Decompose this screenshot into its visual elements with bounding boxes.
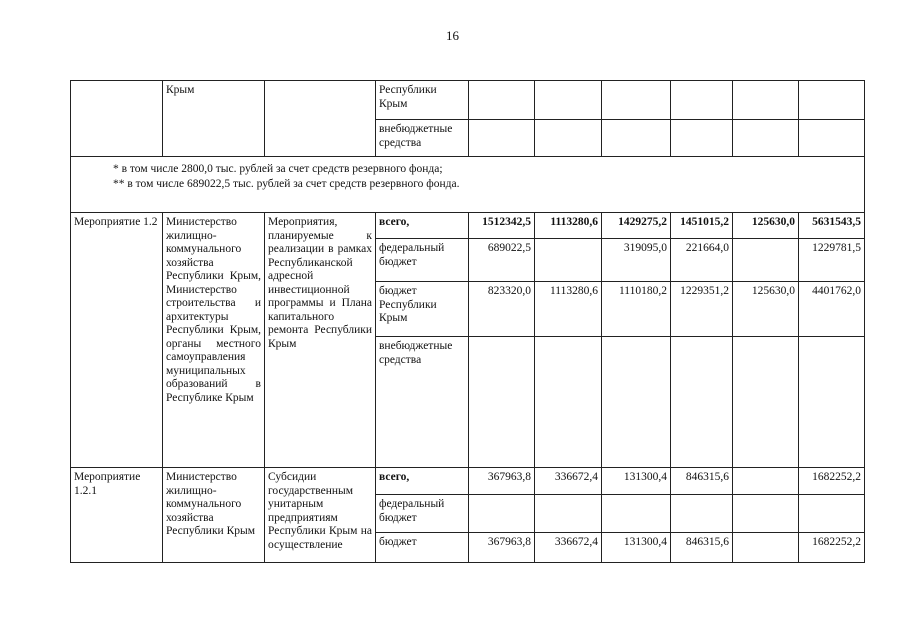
value-cell: 1429275,2 (602, 213, 671, 239)
funding-table (70, 80, 865, 563)
value-cell: 689022,5 (469, 239, 535, 282)
value-cell (799, 81, 865, 120)
table-row (71, 468, 865, 495)
source-cell: федеральный бюджет (376, 239, 469, 282)
value-cell (602, 337, 671, 468)
value-cell (799, 120, 865, 157)
source-cell: Республики Крым (376, 81, 469, 120)
value-cell (671, 495, 733, 533)
page-number: 16 (446, 28, 459, 43)
value-cell: 1682252,2 (799, 533, 865, 563)
value-cell (671, 81, 733, 120)
value-cell: 319095,0 (602, 239, 671, 282)
footnotes (71, 157, 865, 213)
value-cell: 5631543,5 (799, 213, 865, 239)
value-cell (602, 81, 671, 120)
table-row (71, 213, 865, 239)
table-row (71, 81, 865, 120)
value-cell (733, 337, 799, 468)
value-cell: 1229781,5 (799, 239, 865, 282)
value-cell (671, 337, 733, 468)
value-cell (535, 337, 602, 468)
value-cell (733, 495, 799, 533)
source-cell: бюджет Республики Крым (376, 282, 469, 337)
activity-description: Мероприятия, планируемые к реализации в рамках Республиканской адресной инвестиционной программы и Плана капитального ремонта Республики Крым (265, 213, 376, 468)
value-cell (799, 495, 865, 533)
footnote: ** в том числе 689022,5 тыс. рублей за счет средств резервного фонда. (113, 178, 460, 190)
footnote: * в том числе 2800,0 тыс. рублей за счет средств резервного фонда; (113, 163, 443, 175)
value-cell (535, 120, 602, 157)
value-cell (469, 337, 535, 468)
value-cell (469, 120, 535, 157)
value-cell (469, 81, 535, 120)
value-cell (602, 120, 671, 157)
value-cell (799, 337, 865, 468)
activity-description: Субсидии государственным унитарным предприятиям Республики Крым на осуществление (265, 468, 376, 563)
value-cell: 221664,0 (671, 239, 733, 282)
value-cell: 846315,6 (671, 468, 733, 495)
value-cell: 1113280,6 (535, 213, 602, 239)
source-cell: всего, (376, 468, 469, 495)
source-cell: бюджет (376, 533, 469, 563)
value-cell: 1512342,5 (469, 213, 535, 239)
description-cell-continued (265, 81, 376, 157)
value-cell (469, 495, 535, 533)
source-cell: всего, (376, 213, 469, 239)
value-cell: 1229351,2 (671, 282, 733, 337)
source-cell: внебюджетные средства (376, 337, 469, 468)
value-cell: 846315,6 (671, 533, 733, 563)
value-cell (733, 120, 799, 157)
value-cell: 1113280,6 (535, 282, 602, 337)
source-cell: федеральный бюджет (376, 495, 469, 533)
value-cell: 1451015,2 (671, 213, 733, 239)
activity-name: Мероприятие 1.2 (71, 213, 163, 468)
value-cell: 125630,0 (733, 213, 799, 239)
value-cell: 1682252,2 (799, 468, 865, 495)
value-cell: 1110180,2 (602, 282, 671, 337)
value-cell (733, 468, 799, 495)
value-cell: 4401762,0 (799, 282, 865, 337)
value-cell: 131300,4 (602, 468, 671, 495)
value-cell: 367963,8 (469, 533, 535, 563)
executor-text: Министерство жилищно-коммунального хозяйства Республики Крым (163, 468, 265, 563)
value-cell (671, 120, 733, 157)
value-cell (733, 81, 799, 120)
executor-cell-continued: Крым (163, 81, 265, 157)
value-cell (535, 239, 602, 282)
value-cell: 823320,0 (469, 282, 535, 337)
value-cell: 336672,4 (535, 468, 602, 495)
activity-cell-continued (71, 81, 163, 157)
value-cell (535, 495, 602, 533)
value-cell: 336672,4 (535, 533, 602, 563)
value-cell: 367963,8 (469, 468, 535, 495)
value-cell (602, 495, 671, 533)
activity-name: Мероприятие 1.2.1 (71, 468, 163, 563)
executor-text: Министерство жилищно-коммунального хозяйства Республики Крым, Министерство строительства и архитектуры Республики Крым, органы местного самоуправления муниципальных образований в Республике Крым (163, 213, 265, 468)
notes-row (71, 157, 865, 213)
value-cell (535, 81, 602, 120)
value-cell (733, 239, 799, 282)
value-cell: 125630,0 (733, 282, 799, 337)
value-cell (733, 533, 799, 563)
value-cell: 131300,4 (602, 533, 671, 563)
source-cell: внебюджетные средства (376, 120, 469, 157)
